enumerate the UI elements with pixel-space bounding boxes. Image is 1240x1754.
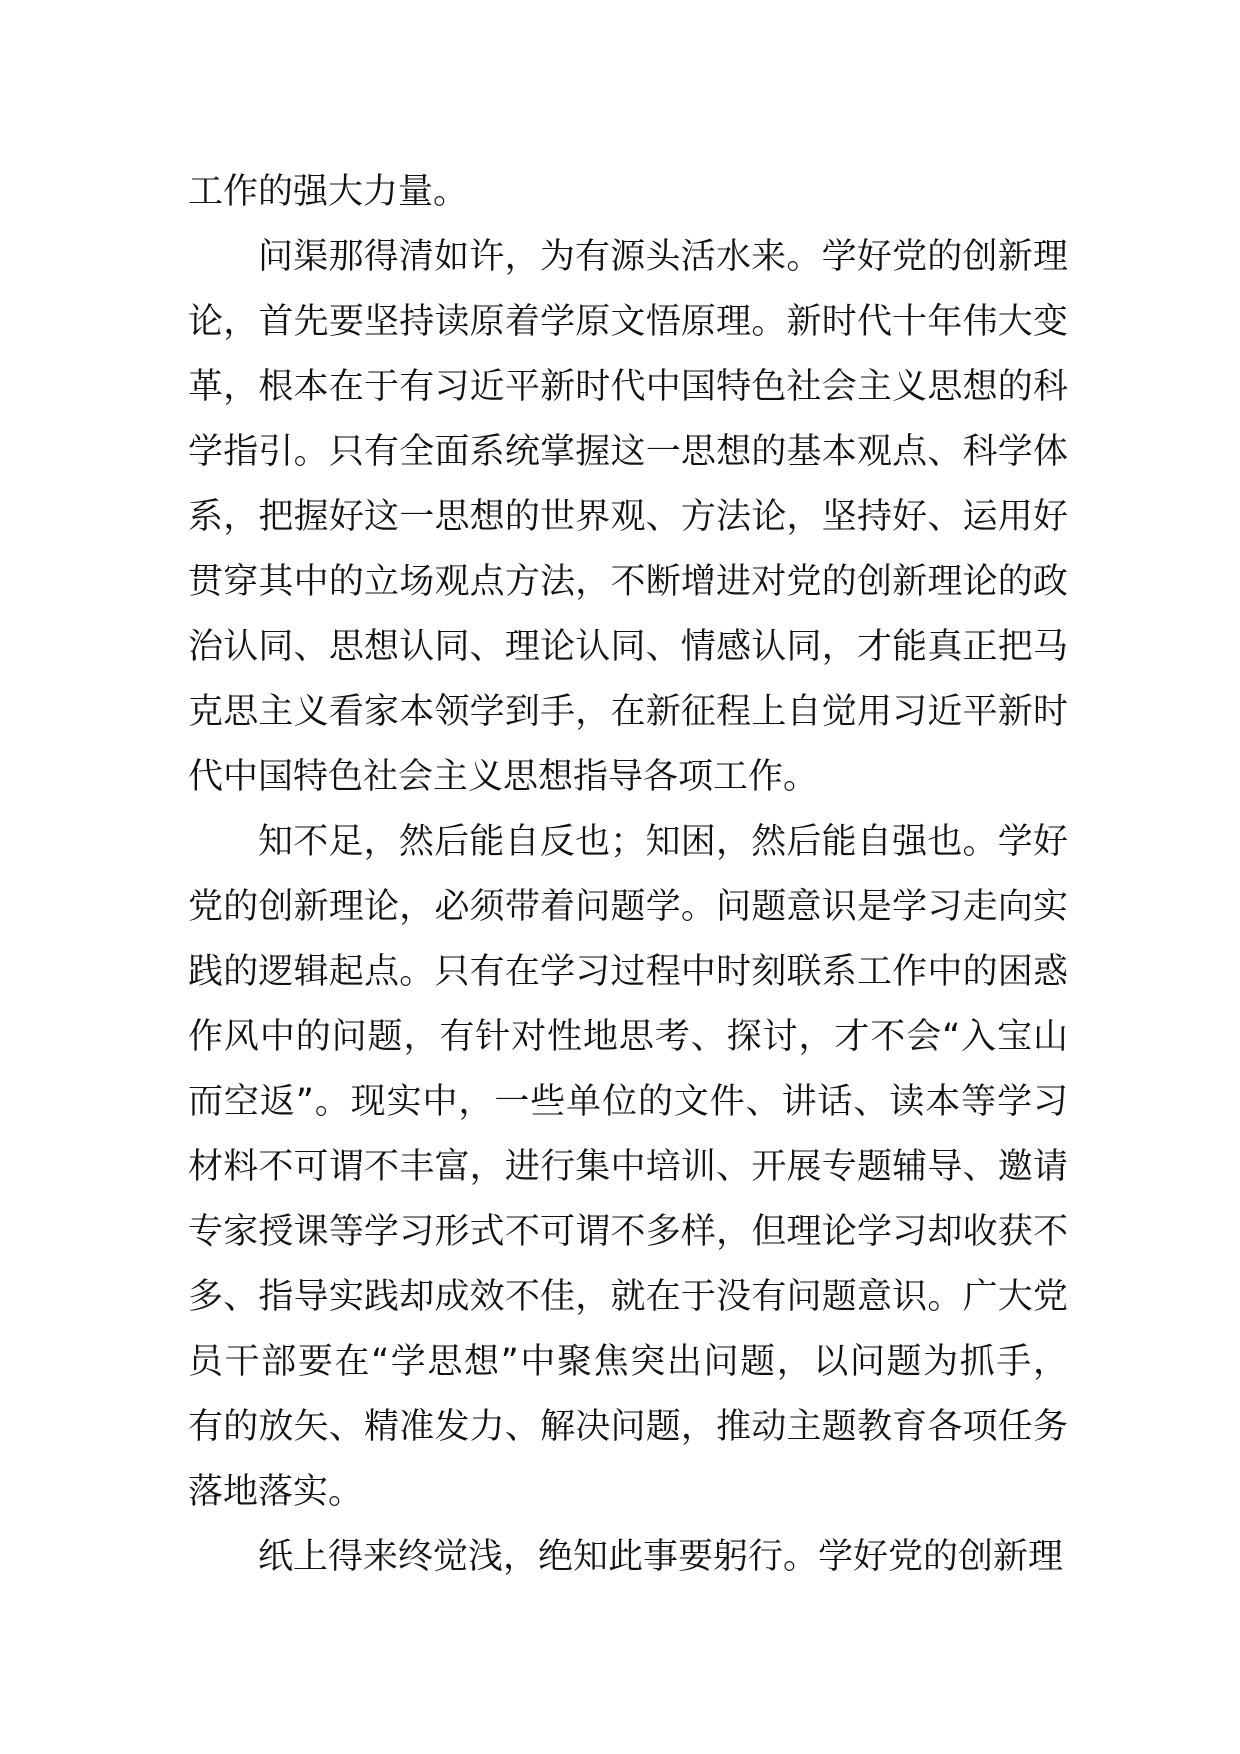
text-line: 工作的强大力量。 <box>188 172 469 212</box>
text-line: 代中国特色社会主义思想指导各项工作。 <box>188 757 819 797</box>
text-line: 党的创新理论，必须带着问题学。问题意识是学习走向实 <box>188 887 1068 927</box>
text-line: 材料不可谓不丰富，进行集中培训、开展专题辅导、邀请 <box>188 1147 1068 1187</box>
text-line: 纸上得来终觉浅，绝知此事要躬行。学好党的创新理 <box>258 1537 1064 1577</box>
text-line: 学指引。只有全面系统掌握这一思想的基本观点、科学体 <box>188 432 1068 472</box>
text-line: 专家授课等学习形式不可谓不多样，但理论学习却收获不 <box>188 1212 1068 1252</box>
text-line: 践的逻辑起点。只有在学习过程中时刻联系工作中的困惑 <box>188 952 1068 992</box>
text-line: 克思主义看家本领学到手，在新征程上自觉用习近平新时 <box>188 692 1068 732</box>
text-line: 论，首先要坚持读原着学原文悟原理。新时代十年伟大变 <box>188 302 1068 342</box>
paragraph <box>188 810 1068 1525</box>
text-line: 知不足，然后能自反也；知困，然后能自强也。学好 <box>258 822 1068 862</box>
paragraph <box>188 225 1068 810</box>
paragraph <box>188 160 1068 225</box>
text-line: 而空返”。现实中，一些单位的文件、讲话、读本等学习 <box>188 1082 1068 1122</box>
text-line: 问渠那得清如许，为有源头活水来。学好党的创新理 <box>258 237 1068 277</box>
text-line: 员干部要在“学思想”中聚焦突出问题，以问题为抓手， <box>188 1342 1068 1382</box>
paragraph <box>188 1525 1068 1590</box>
text-line: 有的放矢、精准发力、解决问题，推动主题教育各项任务 <box>188 1407 1068 1447</box>
text-line: 治认同、思想认同、理论认同、情感认同，才能真正把马 <box>188 627 1068 667</box>
text-line: 贯穿其中的立场观点方法，不断增进对党的创新理论的政 <box>188 562 1068 602</box>
text-line: 多、指导实践却成效不佳，就在于没有问题意识。广大党 <box>188 1277 1068 1317</box>
text-line: 落地落实。 <box>188 1472 364 1512</box>
text-line: 革，根本在于有习近平新时代中国特色社会主义思想的科 <box>188 367 1068 407</box>
body-text <box>188 160 1068 1590</box>
text-line: 系，把握好这一思想的世界观、方法论，坚持好、运用好 <box>188 497 1068 537</box>
text-line: 作风中的问题，有针对性地思考、探讨，才不会“入宝山 <box>188 1017 1068 1057</box>
